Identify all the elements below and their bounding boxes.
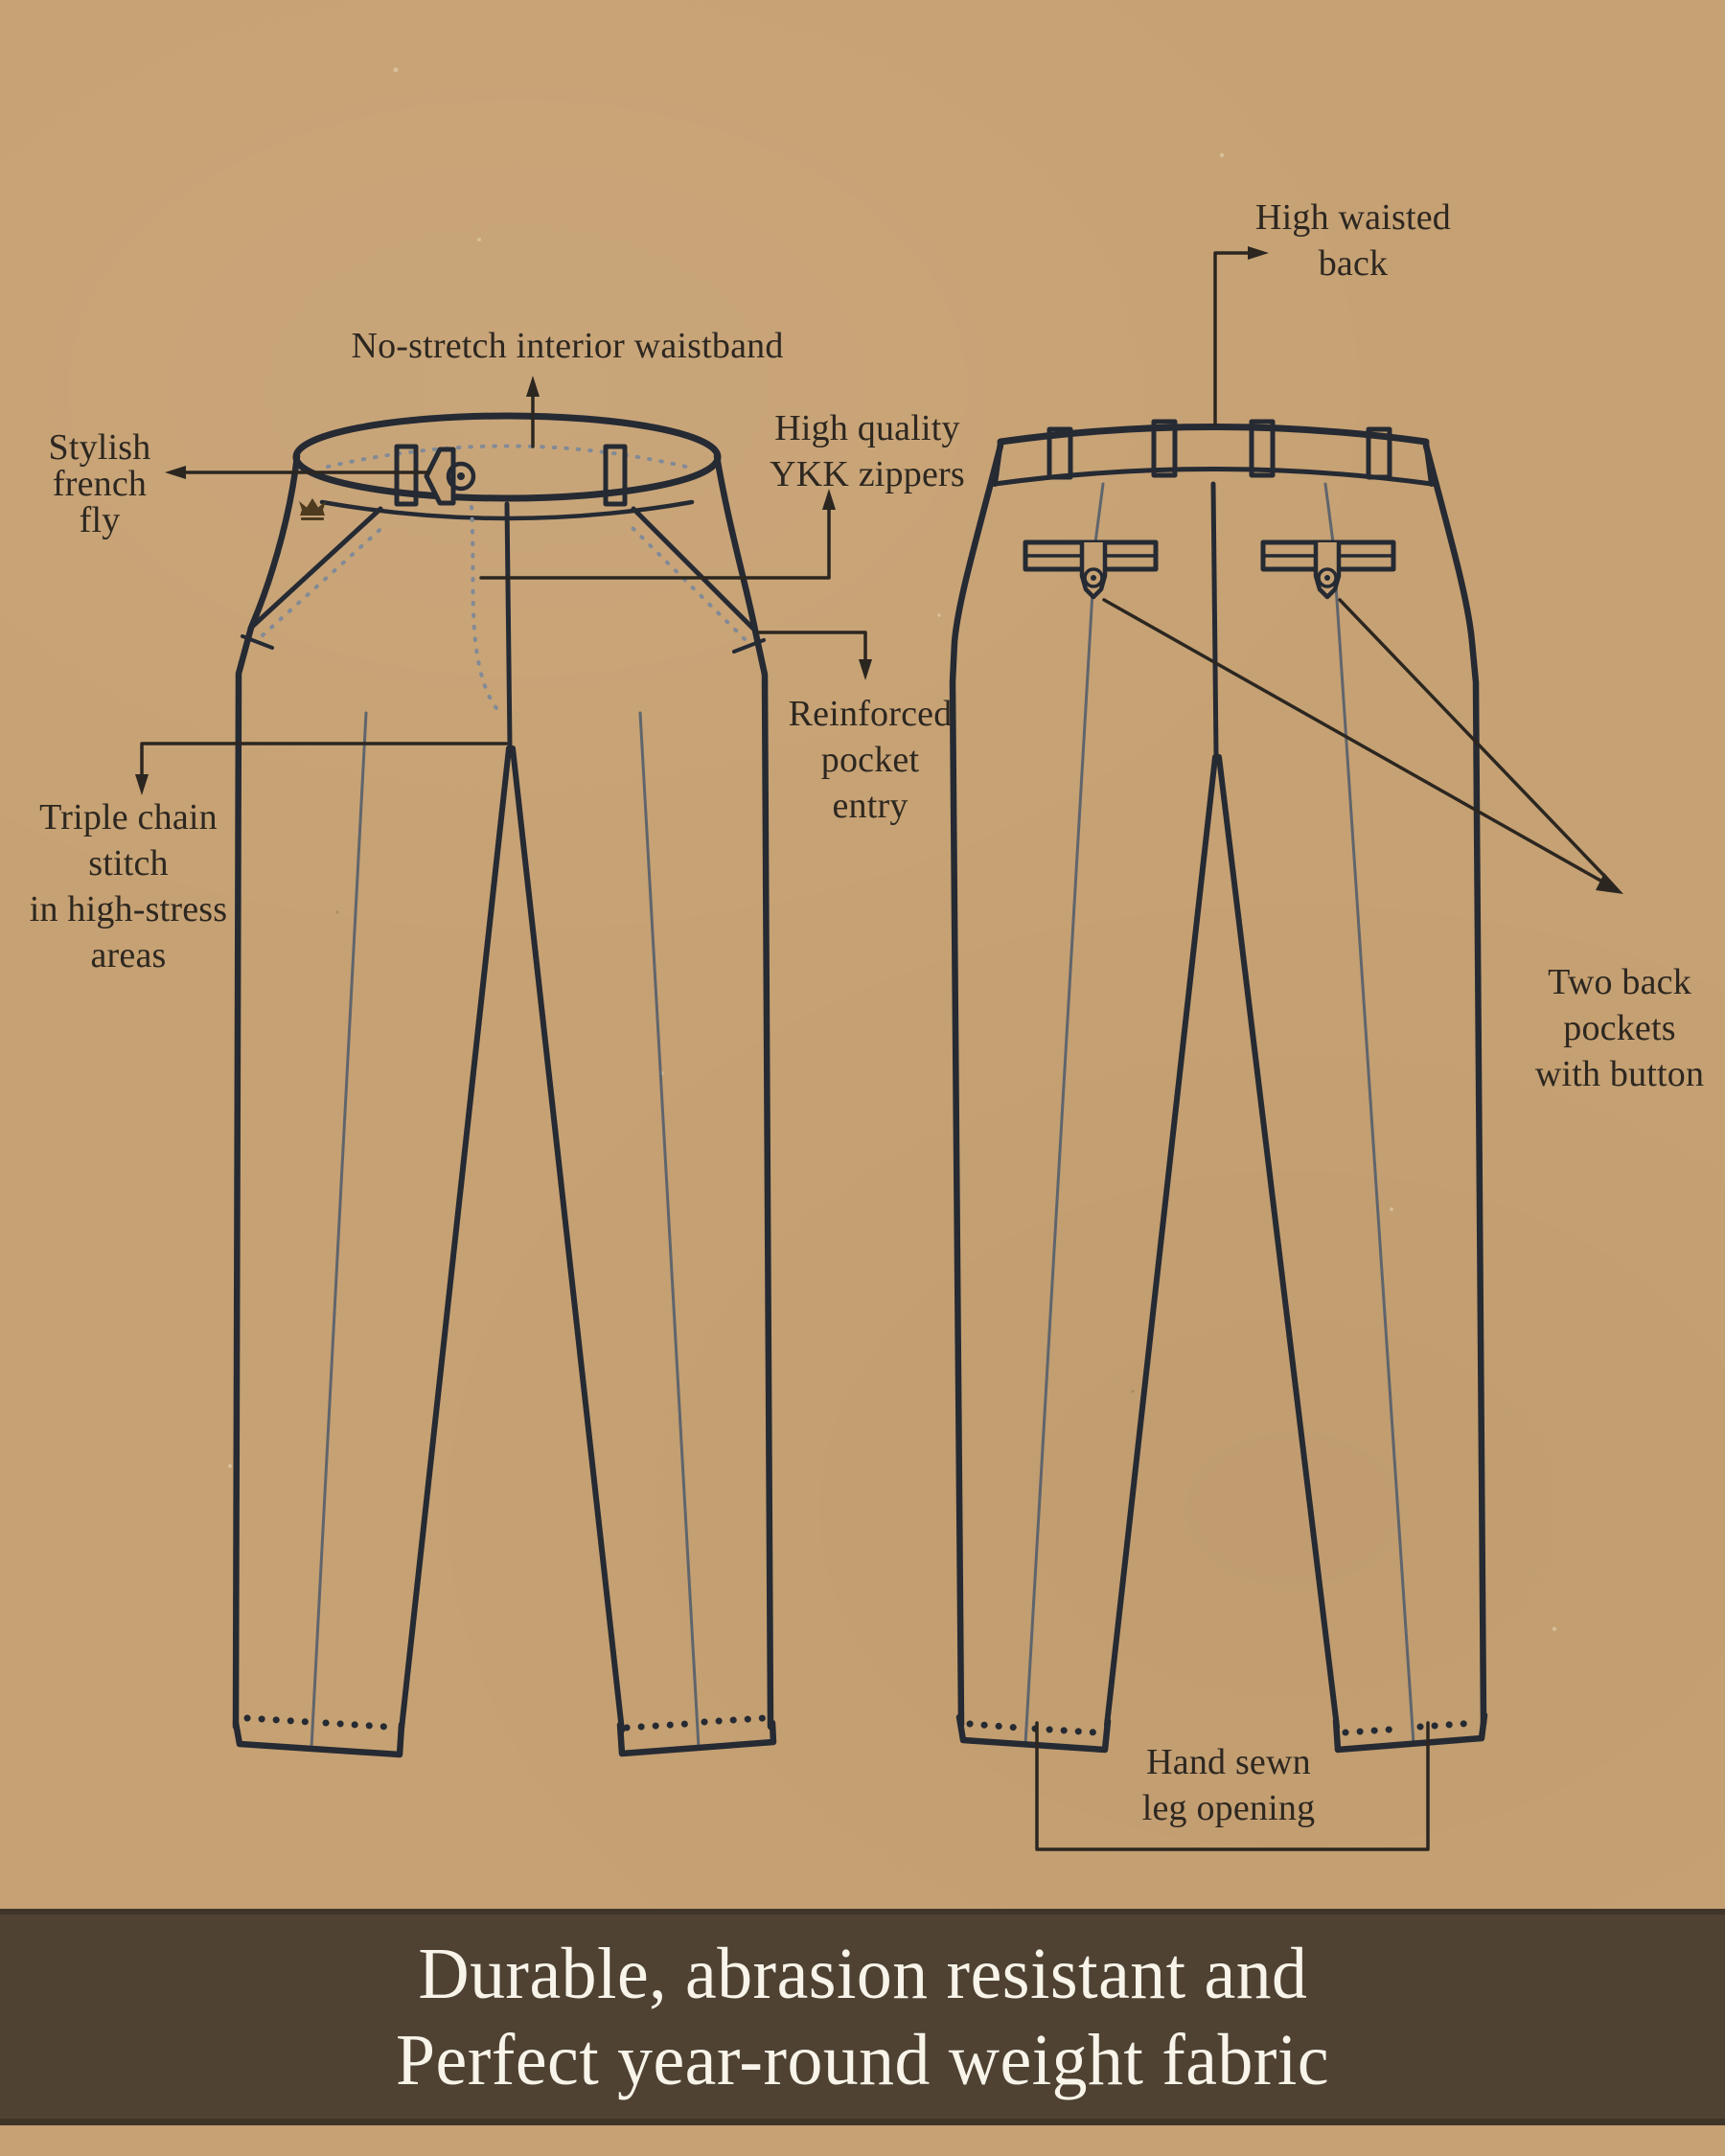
front-right-pocket-stitching [628,523,745,639]
back-left-hem [959,1717,1108,1750]
front-waistband [296,416,718,498]
callout-label-hand-sewn-leg: Hand sewn leg opening [1141,1742,1316,1828]
back-left-outer-seam [953,446,1000,1725]
back-pocket-left [1025,542,1156,597]
callout-arrow-chain-stitch [142,744,506,784]
front-center-seam [507,504,510,745]
waistband-interior-stitching [328,447,686,468]
banner-line-1: Durable, abrasion resistant and [417,1933,1308,2014]
hem-stitch-dots [247,1718,309,1722]
callout-arrow-zippers [481,500,829,578]
front-left-crease-line [311,713,366,1748]
back-center-seam [1213,484,1216,755]
callout-label-high-waisted-back: High waisted back [1255,197,1451,284]
fabric-feature-banner [0,1909,1725,2125]
zipper-fly-stitching [472,507,499,712]
front-trousers-drawing [236,416,773,1755]
hem-stitch-dots [970,1724,1018,1728]
banner-line-2: Perfect year-round weight fabric [395,2019,1330,2100]
hem-stitch-dots [326,1723,386,1727]
back-right-dart-crease [1325,484,1414,1744]
callout-label-two-back-pockets: Two back pockets with button [1534,962,1705,1094]
callout-label-ykk-zippers: High quality YKK zippers [770,408,965,494]
back-right-inner-seam [1219,757,1337,1727]
hem-stitch-dots [1035,1729,1096,1732]
front-left-inner-seam [402,748,509,1729]
back-left-dart-crease [1025,484,1103,1744]
callout-label-reinforced-pocket: Reinforced pocket entry [788,694,953,826]
back-trousers-drawing [953,422,1484,1750]
back-pocket-right [1263,542,1393,597]
front-right-crease-line [640,713,699,1748]
back-right-outer-seam [1426,446,1484,1723]
callout-label-stylish-french-fly: Stylish french fly [48,427,151,540]
arrowhead-down-icon [859,659,872,680]
arrowhead-down-icon [135,774,149,795]
front-right-pocket-edge [633,509,755,631]
callout-label-triple-chain-stitch: Triple chain stitch in high-stress areas [29,797,228,975]
front-left-hem [236,1723,402,1755]
hem-stitch-dots [704,1718,764,1722]
arrowhead-up-icon [526,376,540,397]
front-right-inner-seam [513,748,622,1731]
paper-speckles [228,68,1556,1632]
hem-stitch-dots [1346,1729,1403,1732]
hem-stitch-dots [627,1724,687,1728]
back-left-inner-seam [1107,757,1215,1725]
callout-arrow-pocket-entry [759,632,865,669]
callout-label-no-stretch-waistband: No-stretch interior waistband [351,326,784,366]
arrowhead-diagonal-icon [1596,873,1623,894]
fly-button-center [457,472,465,480]
